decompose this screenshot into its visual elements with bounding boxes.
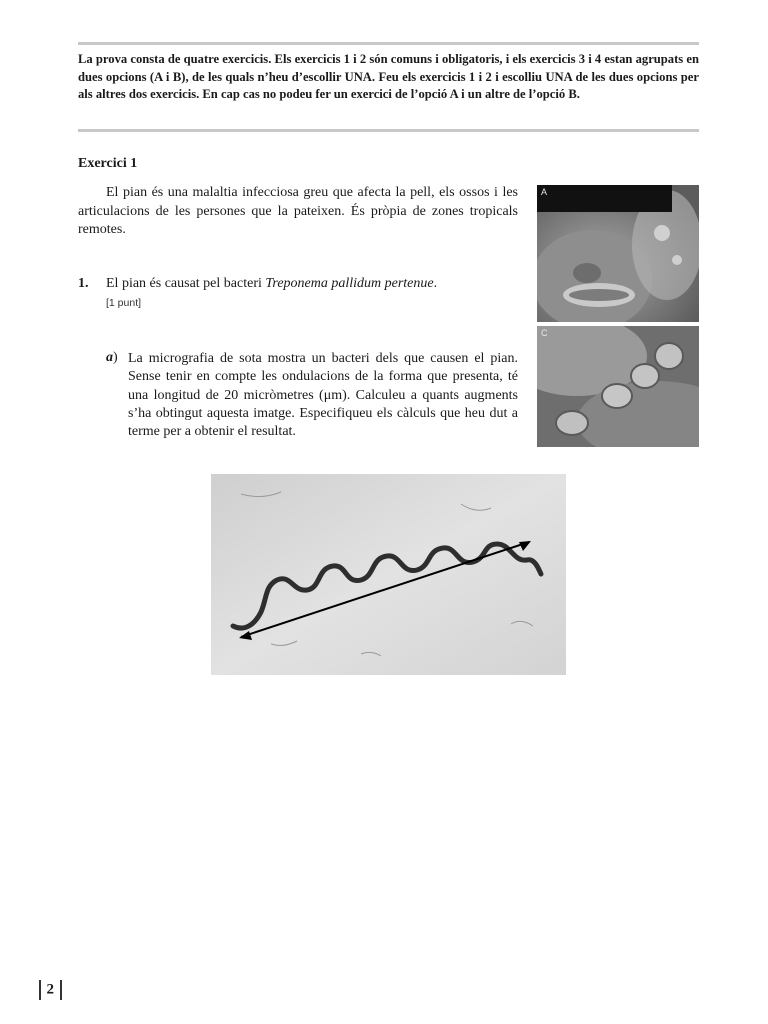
question-1-text-before: El pian és causat pel bacteri [106,276,266,291]
question-1-number: 1. [78,276,89,291]
patient-photo-lesions [537,326,699,447]
exercise-title: Exercici 1 [78,156,138,171]
top-rule [78,42,699,45]
question-1-points: [1 punt] [106,297,142,309]
face-lesion-illustration [537,185,699,322]
page-footer [33,980,68,1000]
question-a-letter: a [106,350,113,365]
patient-photo-face [537,185,699,322]
footer-bar-left [39,980,41,1000]
species-name: Treponema pallidum pertenue [265,276,434,291]
exercise-intro: El pian és una malaltia infecciosa greu que afecta la pell, els ossos i les articulacions de les persones que la pateixen. És pròpia de zones tropicals remotes. [78,185,518,237]
skin-lesions-illustration [537,326,699,447]
bottom-rule [78,129,699,132]
photo-label-a: A [541,187,548,197]
footer-bar-right [60,980,62,1000]
page-number: 2 [46,981,54,998]
exam-instructions: La prova consta de quatre exercicis. Els exercicis 1 i 2 són comuns i obligatoris, i els exercicis 3 i 4 estan agrupats en dues opcions (A i B), de les quals n’heu d’escollir UNA. Feu els exercicis 1 i 2 i escolliu UNA de les dues opcions per als altres dos exercicis. En cap cas no podeu fer un exercici de l’opció A i un altre de l’opció B. [78,52,699,101]
photo-label-c: C [541,328,548,338]
question-a-text: La micrografia de sota mostra un bacteri dels que causen el pian. Sense tenir en compte les ondulacions de la forma que presenta, té una longitud de 20 micròmetres (μm). Calculeu a quants augments s’ha obtingut aquesta imatge. Especifiqueu els càlculs que heu dut a terme per a obtenir el resultat. [128,351,518,440]
question-a-label: a) [106,350,118,365]
question-1-text [106,276,437,292]
bacterium-micrograph [211,474,566,675]
treponema-micrograph-illustration [211,474,566,675]
question-1-text-after: . [433,276,438,291]
